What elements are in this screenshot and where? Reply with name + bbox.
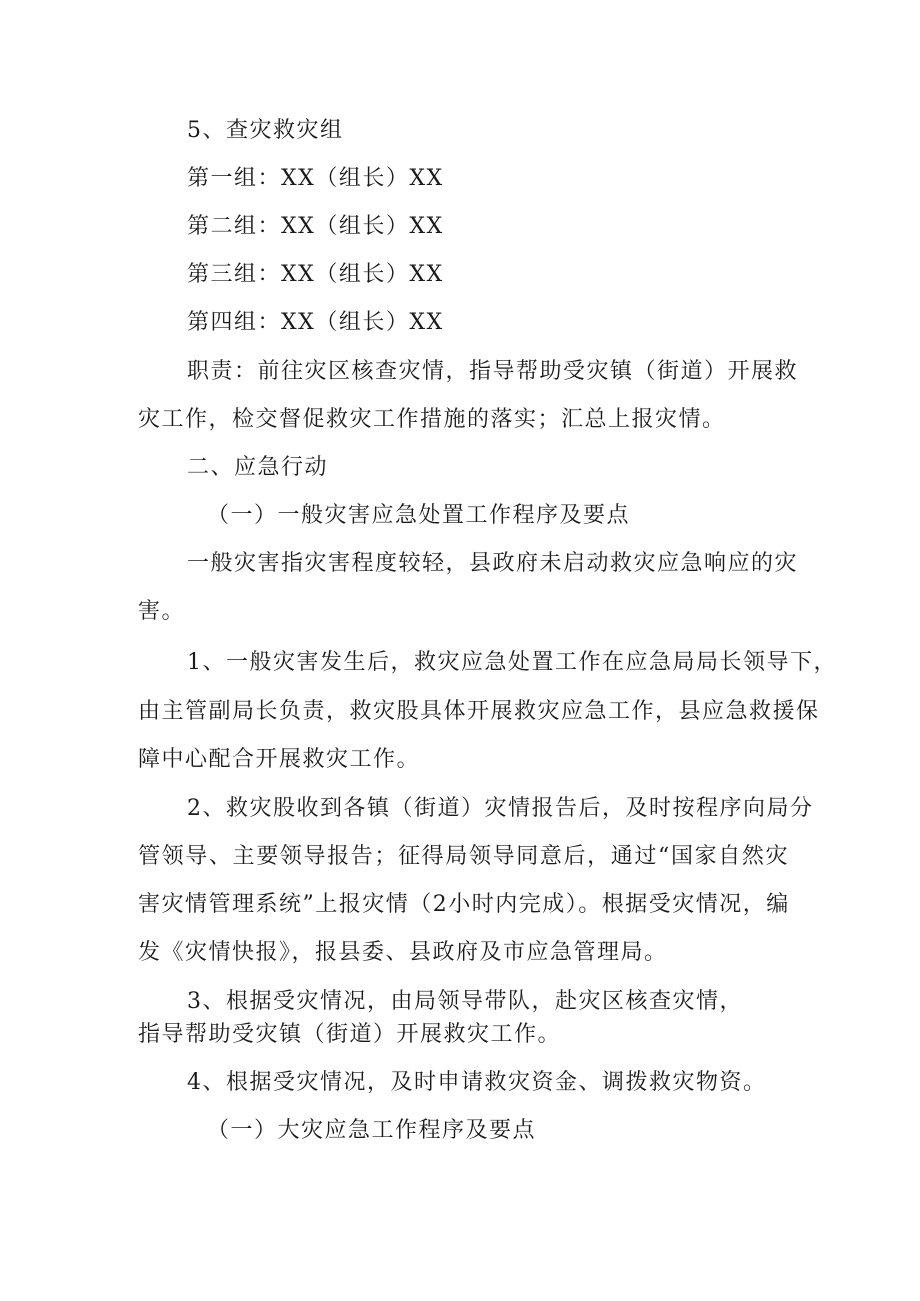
subheading-major-disaster: （一）大灾应急工作程序及要点 <box>207 1118 537 1143</box>
item-3-line-1: 3、根据受灾情况，由局领导带队，赴灾区核查灾情， <box>187 989 743 1014</box>
item-2-line-1: 2、救灾股收到各镇（街道）灾情报告后，及时按程序向局分 <box>187 796 814 821</box>
item-2-line-4: 发《灾情快报》，报县委、县政府及市应急管理局。 <box>138 940 668 965</box>
item-2-line-2: 管领导、主要领导报告；征得局领导同意后，通过“国家自然灾 <box>138 844 789 869</box>
item-1-line-3: 障中心配合开展救灾工作。 <box>138 747 421 772</box>
item-1-line-1: 1、一般灾害发生后，救灾应急处置工作在应急局局长领导下， <box>187 650 837 675</box>
subheading-general-disaster: （一）一般灾害应急处置工作程序及要点 <box>207 503 631 528</box>
group-two-line: 第二组：XX（组长）XX <box>187 214 444 239</box>
item-2-line-3: 害灾情管理系统”上报灾情（2小时内完成）。根据受灾情况，编 <box>138 892 790 917</box>
duties-line-2: 灾工作，检交督促救灾工作措施的落实；汇总上报灾情。 <box>138 407 726 432</box>
section-heading-rescue-group: 5、查灾救灾组 <box>187 118 344 143</box>
duties-line-1: 职责：前往灾区核查灾情，指导帮助受灾镇（街道）开展救 <box>187 359 799 384</box>
definition-line-1: 一般灾害指灾害程度较轻，县政府未启动救灾应急响应的灾 <box>187 551 799 576</box>
group-one-line: 第一组：XX（组长）XX <box>187 166 444 191</box>
section-heading-emergency-action: 二、应急行动 <box>187 455 329 480</box>
group-three-line: 第三组：XX（组长）XX <box>187 262 444 287</box>
group-four-line: 第四组：XX（组长）XX <box>187 310 444 335</box>
item-4-line: 4、根据受灾情况，及时申请救灾资金、调拨救灾物资。 <box>187 1070 767 1095</box>
definition-line-2: 害。 <box>138 599 186 624</box>
item-1-line-2: 由主管副局长负责，救灾股具体开展救灾应急工作，县应急救援保 <box>138 699 820 724</box>
item-3-line-2: 指导帮助受灾镇（街道）开展救灾工作。 <box>138 1022 562 1047</box>
